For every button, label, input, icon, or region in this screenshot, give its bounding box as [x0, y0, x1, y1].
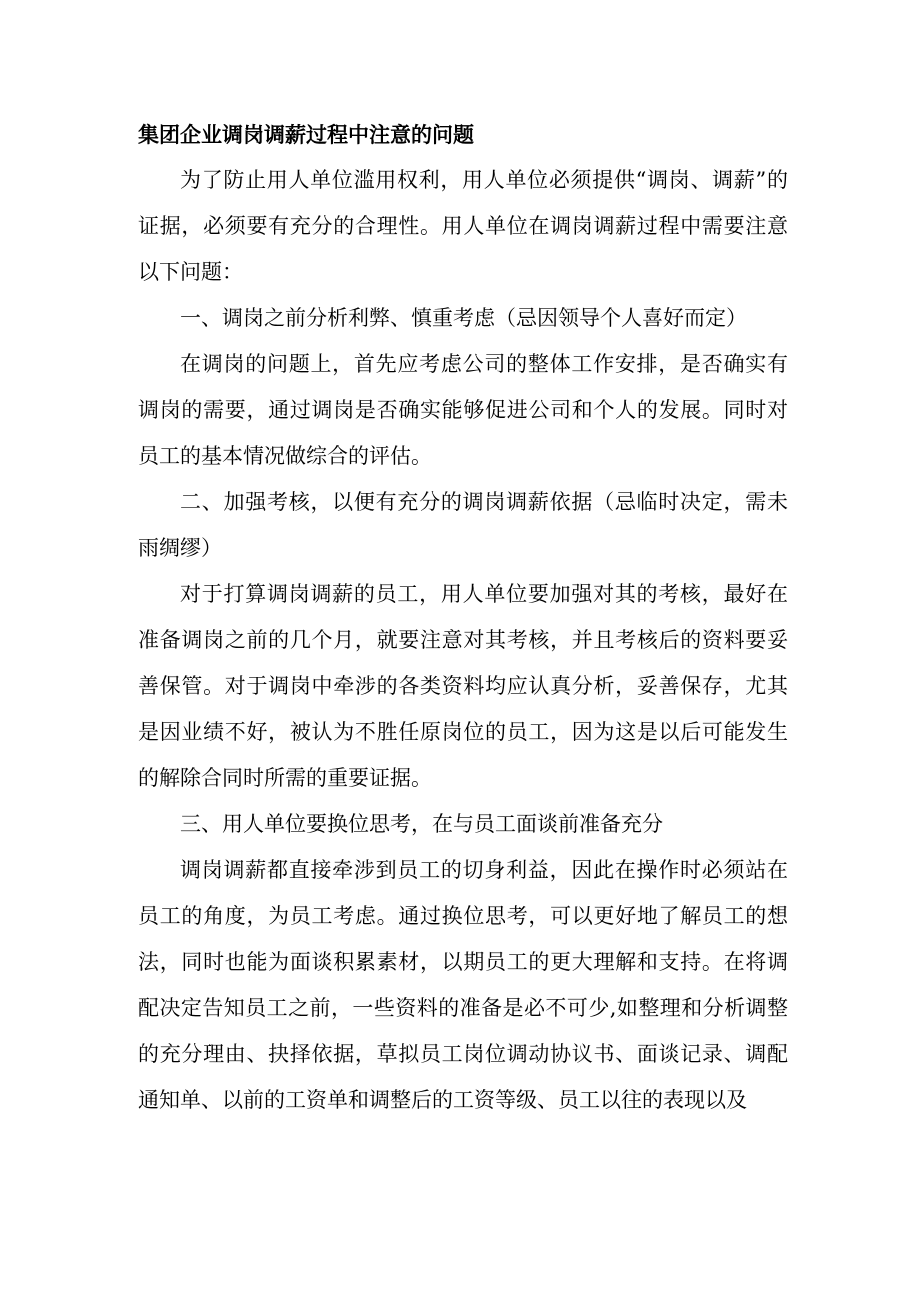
- section-2-heading: 二、加强考核，以便有充分的调岗调薪依据（忌临时决定，需未雨绸缪）: [138, 490, 788, 560]
- section-2-paragraph: 对于打算调岗调薪的员工，用人单位要加强对其的考核，最好在准备调岗之前的几个月，就要注意对其考核，并且考核后的资料要妥善保管。对于调岗中牵涉的各类资料均应认真分析，妥善保存，尤其是因业绩不好，被认为不胜任原岗位的员工，因为这是以后可能发生的解除合同时所需的重要证据。: [138, 582, 788, 790]
- document-body: [138, 117, 788, 1123]
- section-3-heading: 三、用人单位要换位思考，在与员工面谈前准备充分: [180, 812, 663, 836]
- section-3-paragraph: 调岗调薪都直接牵涉到员工的切身利益，因此在操作时必须站在员工的角度，为员工考虑。通过换位思考，可以更好地了解员工的想法，同时也能为面谈积累素材，以期员工的更大理解和支持。在将调配决定告知员工之前，一些资料的准备是必不可少,如整理和分析调整的充分理由、抉择依据，草拟员工岗位调动协议书、面谈记录、调配通知单、以前的工资单和调整后的工资等级、员工以往的表现以及: [138, 858, 788, 1112]
- section-1-heading: 一、调岗之前分析利弊、慎重考虑（忌因领导个人喜好而定）: [180, 306, 747, 330]
- intro-paragraph: 为了防止用人单位滥用权利，用人单位必须提供“调岗、调薪”的证据，必须要有充分的合理性。用人单位在调岗调薪过程中需要注意以下问题：: [138, 168, 788, 284]
- section-1-paragraph: 在调岗的问题上，首先应考虑公司的整体工作安排，是否确实有调岗的需要，通过调岗是否确实能够促进公司和个人的发展。同时对员工的基本情况做综合的评估。: [138, 352, 788, 468]
- document-title: 集团企业调岗调薪过程中注意的问题: [138, 122, 474, 147]
